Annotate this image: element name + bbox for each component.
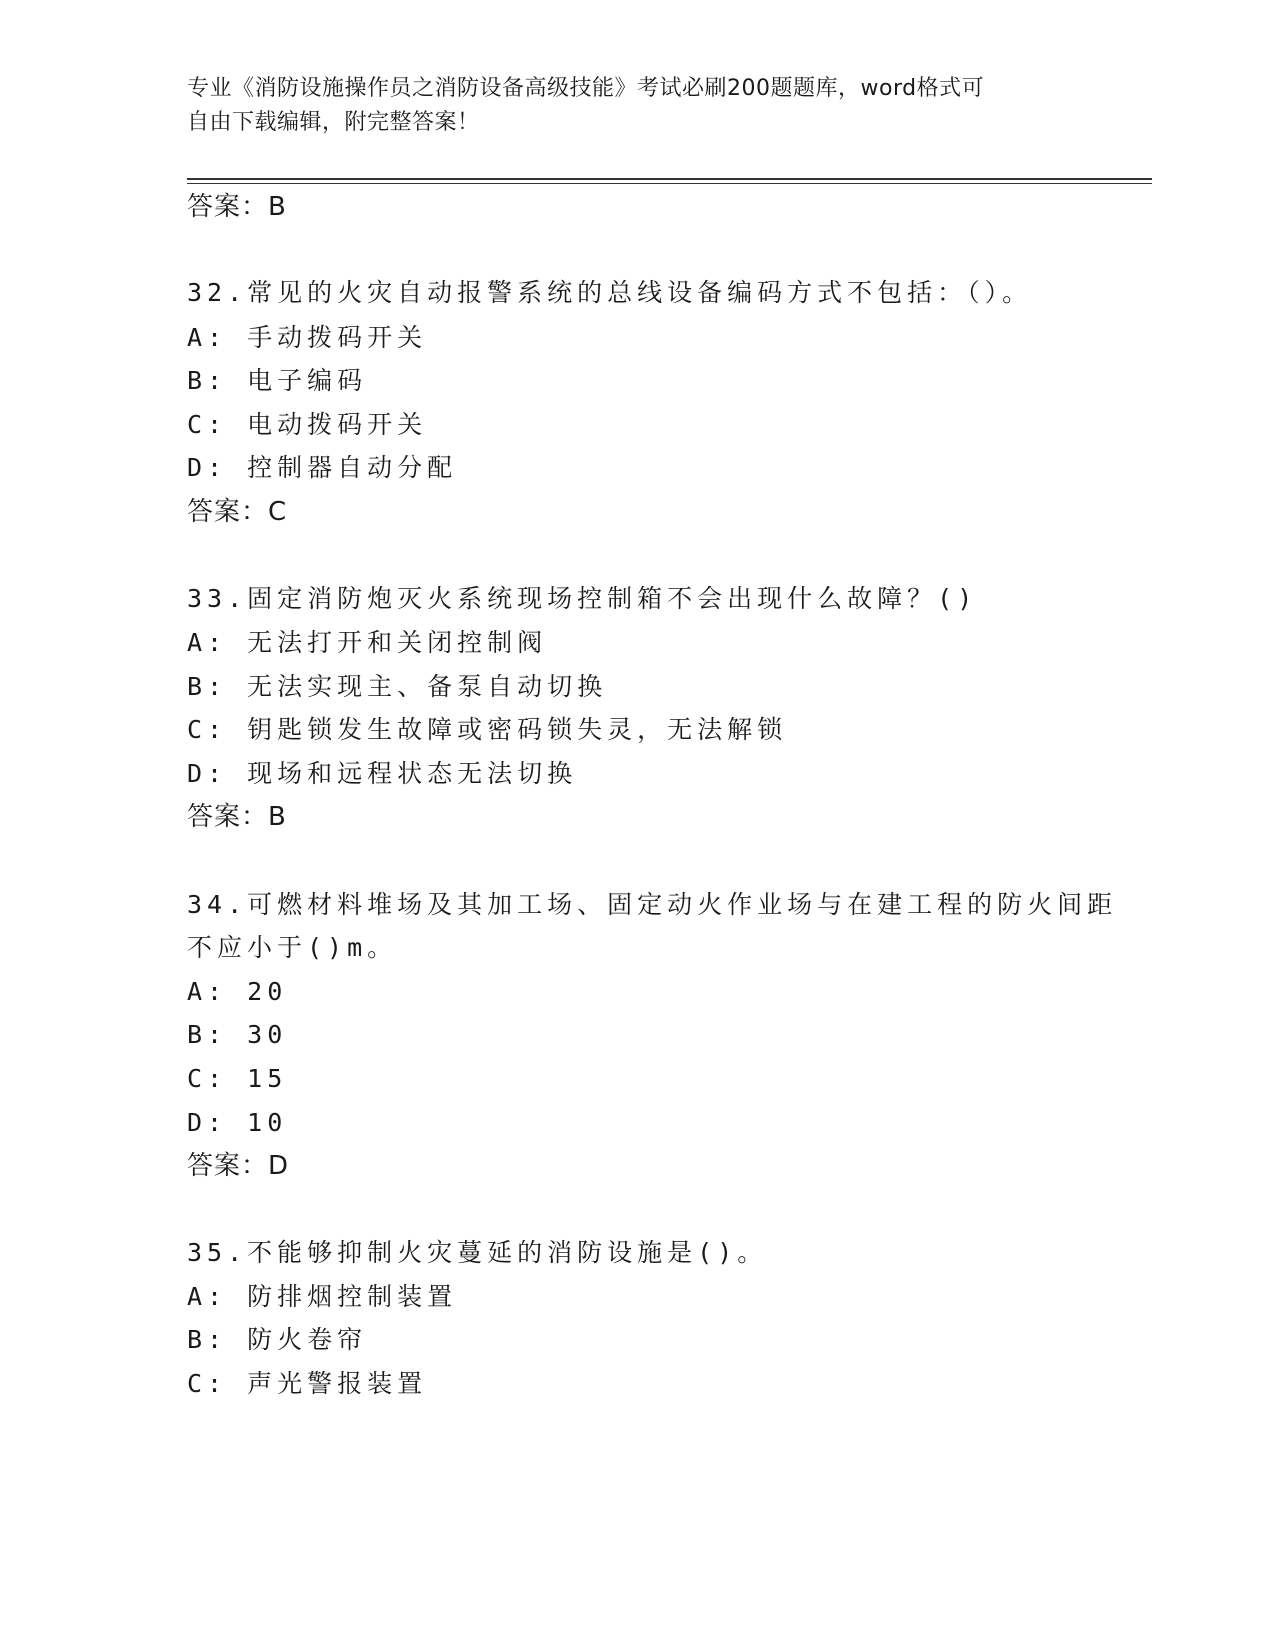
- question-35-option-a: A: 防排烟控制装置: [187, 1282, 458, 1311]
- header-divider-thick: [187, 178, 1152, 180]
- question-34-answer: 答案：D: [187, 1151, 290, 1181]
- question-33-option-a: A: 无法打开和关闭控制阀: [187, 628, 548, 657]
- document-header: [187, 72, 1067, 140]
- question-35-stem: 35.不能够抑制火灾蔓延的消防设施是()。: [187, 1238, 768, 1267]
- header-divider-thin: [187, 183, 1152, 184]
- question-32-option-d: D: 控制器自动分配: [187, 453, 458, 482]
- question-33-option-d: D: 现场和远程状态无法切换: [187, 759, 578, 788]
- question-33-option-b: B: 无法实现主、备泵自动切换: [187, 672, 608, 701]
- question-34-stem-line-2: 不应小于()m。: [187, 933, 398, 962]
- question-34-option-a: A: 20: [187, 977, 288, 1006]
- header-line-1: 专业《消防设施操作员之消防设备高级技能》考试必刷200题题库，word格式可: [187, 76, 985, 101]
- question-35-option-c: C: 声光警报装置: [187, 1369, 428, 1398]
- question-34-option-c: C: 15: [187, 1064, 288, 1093]
- question-33-answer: 答案：B: [187, 802, 287, 832]
- question-34-stem-line-1: 34.可燃材料堆场及其加工场、固定动火作业场与在建工程的防火间距: [187, 890, 1118, 919]
- question-32-option-a: A: 手动拨码开关: [187, 323, 428, 352]
- header-line-2: 自由下载编辑，附完整答案！: [187, 110, 480, 135]
- answer-prev: 答案：B: [187, 192, 287, 222]
- question-33-option-c: C: 钥匙锁发生故障或密码锁失灵，无法解锁: [187, 715, 788, 744]
- question-32-answer: 答案：C: [187, 497, 288, 527]
- question-35-option-b: B: 防火卷帘: [187, 1325, 368, 1354]
- question-32-option-c: C: 电动拨码开关: [187, 410, 428, 439]
- question-34-option-b: B: 30: [187, 1020, 288, 1049]
- question-32-option-b: B: 电子编码: [187, 366, 368, 395]
- question-33-stem: 33.固定消防炮灭火系统现场控制箱不会出现什么故障？(): [187, 584, 978, 613]
- question-32-stem: 32.常见的火灾自动报警系统的总线设备编码方式不包括：（）。: [187, 278, 1033, 307]
- question-34-option-d: D: 10: [187, 1108, 288, 1137]
